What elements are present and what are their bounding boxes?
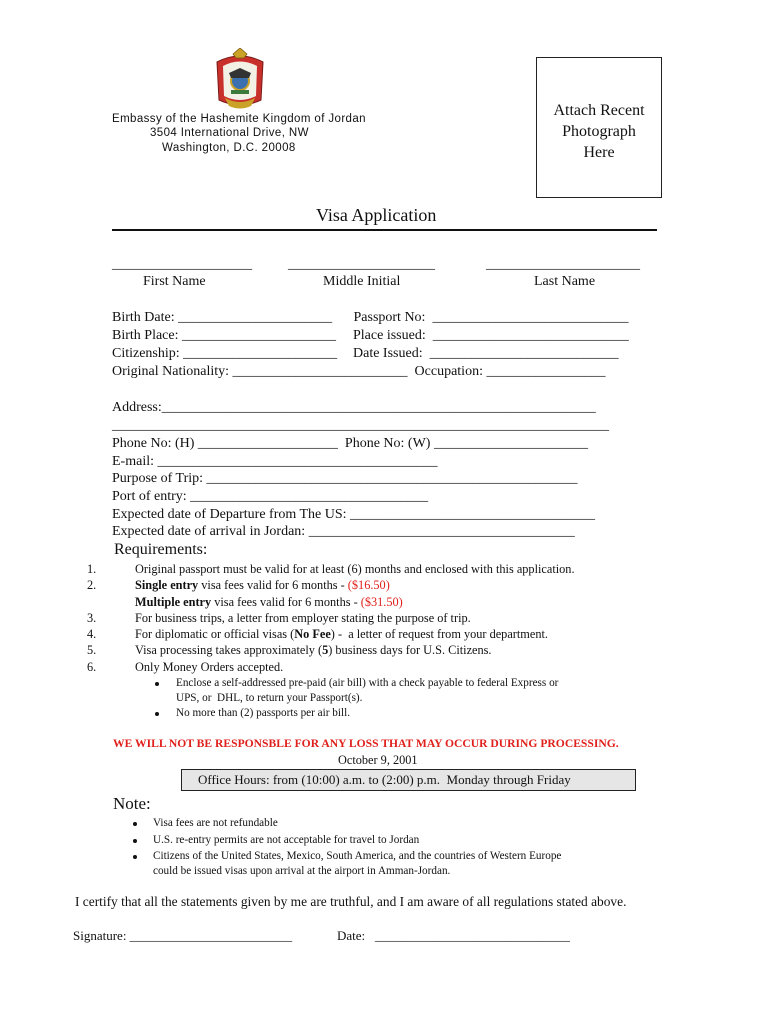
- bullet-dot-icon: [133, 855, 137, 859]
- middle-initial-blank[interactable]: _____________________: [288, 257, 435, 272]
- last-name-label: Last Name: [534, 274, 596, 289]
- multiple-entry-label: Multiple entry: [135, 595, 212, 609]
- signature-field[interactable]: Signature: _________________________: [73, 928, 293, 943]
- place-issued-field[interactable]: Place issued: ____________________________: [353, 328, 629, 343]
- nationality-occupation-field[interactable]: Original Nationality: _________________________ Occupation: _________________: [112, 364, 606, 379]
- photo-box-line: Here: [583, 144, 615, 161]
- date-issued-field[interactable]: Date Issued: ___________________________: [353, 346, 619, 361]
- bullet-dot-icon: [155, 682, 159, 686]
- req-item-2b: Multiple entry visa fees valid for 6 months - ($31.50): [135, 595, 403, 609]
- single-entry-label: Single entry: [135, 578, 199, 592]
- birth-place-field[interactable]: Birth Place: ______________________: [112, 328, 336, 343]
- sub-item: UPS, or DHL, to return your Passport(s).: [176, 692, 363, 704]
- warning-text: WE WILL NOT BE RESPONSBLE FOR ANY LOSS THAT MAY OCCUR DURING PROCESSING.: [113, 737, 619, 750]
- photo-box[interactable]: [536, 57, 662, 198]
- title-rule: [112, 229, 657, 231]
- bullet-dot-icon: [133, 822, 137, 826]
- req-number: 3.: [87, 611, 97, 625]
- requirements-heading: Requirements:: [114, 541, 208, 558]
- address-field-line2[interactable]: _______________________________________________________________________: [112, 418, 609, 433]
- req-number: 2.: [87, 578, 97, 592]
- note-heading: Note:: [113, 794, 151, 813]
- date-field[interactable]: Date: ______________________________: [337, 928, 570, 943]
- req-item-2: Single entry visa fees valid for 6 months - ($16.50): [135, 578, 390, 592]
- photo-box-line: Photograph: [562, 123, 636, 140]
- note-item: U.S. re-entry permits are not acceptable for travel to Jordan: [153, 834, 420, 846]
- email-field[interactable]: E-mail: ________________________________________: [112, 454, 438, 469]
- purpose-field[interactable]: Purpose of Trip: _____________________________________________________: [112, 471, 578, 486]
- req-number: 5.: [87, 643, 97, 657]
- middle-initial-label: Middle Initial: [323, 274, 401, 289]
- sub-item: No more than (2) passports per air bill.: [176, 707, 350, 719]
- note-item: Visa fees are not refundable: [153, 817, 278, 829]
- issue-date: October 9, 2001: [338, 753, 418, 767]
- embassy-city: Washington, D.C. 20008: [162, 142, 296, 154]
- photo-box-line: Attach Recent: [553, 102, 645, 119]
- bullet-dot-icon: [155, 712, 159, 716]
- certification-statement: I certify that all the statements given by me are truthful, and I am aware of all regulations stated above.: [75, 894, 627, 909]
- req-item-6: Only Money Orders accepted.: [135, 660, 284, 674]
- office-hours: Office Hours: from (10:00) a.m. to (2:00) p.m. Monday through Friday: [198, 772, 571, 787]
- address-field[interactable]: Address:______________________________________________________________: [112, 400, 596, 415]
- last-name-blank[interactable]: ______________________: [486, 257, 640, 272]
- multiple-entry-fee: ($31.50): [360, 595, 403, 609]
- req-number: 6.: [87, 660, 97, 674]
- req-item-4: For diplomatic or official visas (No Fee) - a letter of request from your department.: [135, 627, 548, 641]
- bullet-dot-icon: [133, 839, 137, 843]
- note-item: Citizens of the United States, Mexico, South America, and the countries of Western Europe: [153, 850, 562, 862]
- first-name-label: First Name: [143, 274, 206, 289]
- coat-of-arms-icon: [211, 48, 269, 112]
- embassy-name: Embassy of the Hashemite Kingdom of Jordan: [112, 113, 366, 125]
- req-item-1: Original passport must be valid for at least (6) months and enclosed with this application.: [135, 562, 575, 576]
- req-item-3: For business trips, a letter from employer stating the purpose of trip.: [135, 611, 471, 625]
- port-of-entry-field[interactable]: Port of entry: __________________________________: [112, 489, 429, 504]
- arrival-date-field[interactable]: Expected date of arrival in Jordan: ______________________________________: [112, 524, 575, 539]
- citizenship-field[interactable]: Citizenship: ______________________: [112, 346, 338, 361]
- phone-field[interactable]: Phone No: (H) ____________________ Phone No: (W) ______________________: [112, 436, 588, 451]
- first-name-blank[interactable]: ____________________: [112, 257, 252, 272]
- sub-item: Enclose a self-addressed pre-paid (air bill) with a check payable to federal Express or: [176, 677, 559, 689]
- req-number: 4.: [87, 627, 97, 641]
- embassy-street: 3504 International Drive, NW: [150, 127, 309, 139]
- departure-date-field[interactable]: Expected date of Departure from The US: ___________________________________: [112, 507, 596, 522]
- note-item: could be issued visas upon arrival at the airport in Amman-Jordan.: [153, 865, 451, 877]
- req-number: 1.: [87, 562, 97, 576]
- single-entry-fee: ($16.50): [347, 578, 390, 592]
- birth-date-field[interactable]: Birth Date: ______________________: [112, 310, 333, 325]
- page-title: Visa Application: [316, 205, 437, 225]
- req-item-5: Visa processing takes approximately (5) business days for U.S. Citizens.: [135, 643, 492, 657]
- passport-no-field[interactable]: Passport No: ____________________________: [350, 310, 629, 325]
